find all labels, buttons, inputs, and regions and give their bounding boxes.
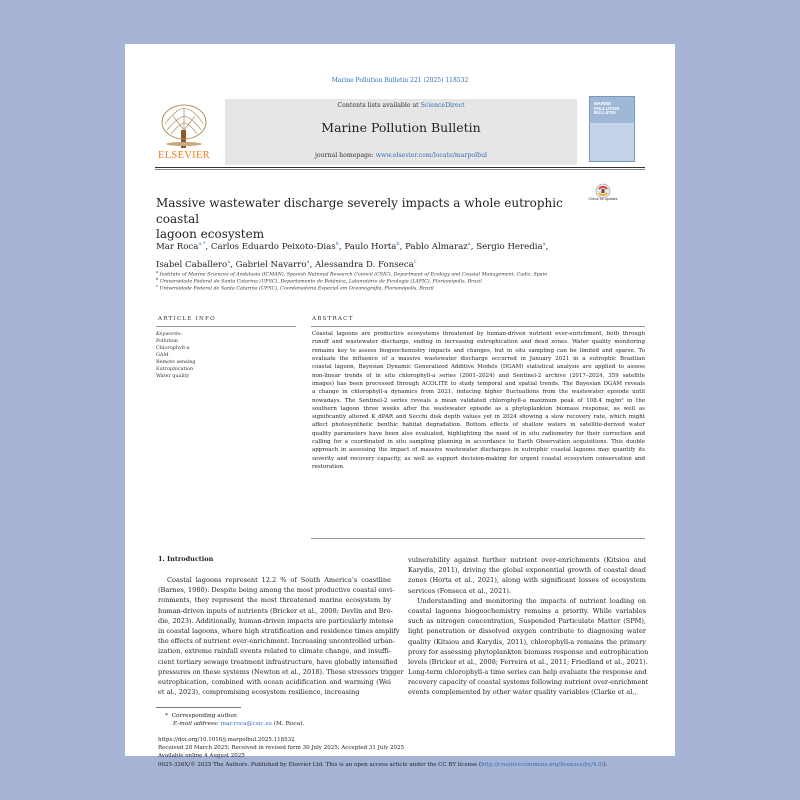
text-line: et al., 2023), compromising ecosystem resilience, increasing: [158, 688, 360, 697]
text-line: levels (Bricker et al., 2008; Ferreira et al., 2011; Friedland et al., 2021).: [408, 657, 648, 666]
sciencedirect-link[interactable]: ScienceDirect: [420, 102, 465, 109]
email-link[interactable]: mar.roca@csic.es: [220, 721, 272, 727]
keyword: Pollution: [156, 338, 178, 344]
intro-right-column: [408, 555, 649, 698]
text-line: cient tertiary sewage treatment infrastructure, have globally intensified: [158, 657, 398, 666]
text-line: Understanding and monitoring the impacts of nutrient loading on: [417, 596, 646, 605]
text-line: approach in assessing the impact of massive wastewater discharges in eutrophic coastal lagoons may quantify its: [312, 447, 645, 454]
abstract-body: [312, 330, 645, 471]
text-line: coastal lagoon, Bayesian Dynamic Generalized Additive Models (DGAM) statistical analysis are applied to assess: [312, 364, 645, 371]
article-title: [156, 196, 586, 243]
journal-title: Marine Pollution Bulletin: [321, 120, 481, 135]
text-line: severity and recovery capacity, as well as support decision-making for urgent coastal ecosystem conservation and: [312, 455, 645, 462]
article-info-heading: ARTICLE INFO: [158, 316, 216, 322]
masthead-rule: [155, 167, 645, 168]
contents-prefix: Contents lists available at: [337, 102, 421, 109]
text-line: Karydis, 2011), driving the global exponential growth of coastal dead: [408, 566, 646, 575]
keyword: Remote sensing: [156, 359, 196, 365]
text-line: evaluate the influence of a massive wastewater discharge occurred in January 2021 in a eutrophic Brazilian: [312, 355, 645, 362]
doi-link[interactable]: https://doi.org/10.1016/j.marpolbul.2025.118532: [158, 737, 295, 743]
text-line: quality parameters have been also evaluated, highlighting the need of in situ radiometry for their correction and: [312, 430, 645, 437]
author[interactable]: Gabriel Navarro$^a$,: [235, 258, 316, 270]
text-line: ronments, they represent the most threatened marine ecosystem by: [158, 596, 391, 605]
contents-line: [225, 102, 577, 109]
footnote-rule: [156, 707, 241, 708]
text-line: pressures on these systems (Newton et al., 2018). These stressors trigger: [158, 667, 404, 676]
text-line: images) has been processed through ACOLITE to study temporal and spatial trends. The Bayesian DGAM reveals: [312, 380, 645, 387]
text-line: remains key to assess biogeochemistry impacts and changes, but in situ sampling can be limited and sparse. To: [312, 347, 645, 354]
homepage-link[interactable]: www.elsevier.com/locate/marpolbul: [375, 152, 488, 159]
text-line: eutrophication, combined with ocean acidification and warming (Wei: [158, 677, 391, 686]
affiliation-b: $^b$ Universidade Federal de Santa Catarina (UFSC), Departamento de Botânica, Laboratório de Ficologia (LAFIC), Florianópolis, Brazil: [156, 277, 482, 285]
corresponding-author-note: * Corresponding author.: [165, 713, 238, 719]
keyword: Chlorophyll-a: [156, 345, 190, 351]
author[interactable]: Sergio Heredia$^a$,: [476, 241, 549, 252]
masthead-rule-thin: [155, 169, 645, 170]
title-line-1: Massive wastewater discharge severely impacts a whole eutrophic coastal: [156, 196, 563, 226]
author[interactable]: Pablo Almaraz$^a$,: [405, 241, 477, 252]
text-line: zones (Horta et al., 2021), along with significant losses of ecosystem: [408, 576, 646, 585]
author[interactable]: Carlos Eduardo Peixoto-Dias$^b$,: [210, 241, 345, 252]
license-link[interactable]: http://creativecommons.org/licenses/by/4.0/: [481, 762, 604, 768]
check-for-updates-label: Check for updates: [588, 197, 618, 201]
license-statement: 0025-326X/© 2025 The Authors. Published by Elsevier Ltd. This is an open access article under the CC BY license (http://creativecommons.org/licenses/by/4.0/).: [158, 762, 608, 768]
text-line: runoff and wastewater discharge, ending in increasing eutrophication and dead zones. Water quality monitoring: [312, 339, 645, 346]
author-list: [156, 237, 616, 273]
author[interactable]: Isabel Caballero$^a$,: [156, 258, 236, 270]
title-line-2: lagoon ecosystem: [156, 227, 265, 241]
text-line: services (Fonseca et al., 2021).: [408, 586, 512, 595]
text-line: quality (Kitsiou and Karydis, 2011), chlorophyll-a remains the primary: [408, 637, 646, 646]
article-history: Received 28 March 2025; Received in revised form 30 July 2025; Accepted 31 July 2025: [158, 745, 405, 751]
affiliation-c: $^c$ Universidade Federal de Santa Catarina (UFSC), Coordenadoria Especial em Oceanografia, Florianópolis, Brazil: [156, 284, 434, 292]
journal-cover-thumbnail[interactable]: [589, 96, 635, 162]
text-line: proxy for assessing phytoplankton biomass response and eutrophication: [408, 647, 649, 656]
article-info-rule: [156, 326, 296, 327]
text-line: Coastal lagoons represent 12.2 % of South America’s coastline: [167, 576, 391, 584]
journal-reference[interactable]: Marine Pollution Bulletin 221 (2025) 118532: [331, 77, 469, 84]
text-line: in coastal lagoons, where high stratification and residence times amplify: [158, 626, 400, 635]
text-line: affect photosynthetic benthic habitat degradation. Bottom effects of shallow waters in satellite-derived water: [312, 422, 645, 429]
keyword: GAM: [156, 352, 169, 358]
abstract-rule: [311, 326, 645, 327]
text-line: the effects of nutrient over-enrichment. Increasing uncontrolled urban-: [158, 637, 396, 646]
cover-title: MARINE POLLUTION BULLETIN: [594, 101, 620, 116]
affiliation-a: $^a$ Institute of Marine Sciences of Andalusia (ICMAN), Spanish National Research Council (CSIC), Department of Ecology and Coastal Management, Cadiz, Spain: [156, 270, 548, 278]
text-line: calling for a coordinated in situ sampling planning in accordance to Earth Observation acquisitions. This double: [312, 439, 645, 446]
abstract-bottom-rule: [311, 538, 645, 539]
text-line: nowadays. The Sentinel-2 series reveals a mean validated chlorophyll-a maximum peak of 108.4 mg/m³ in the: [312, 397, 645, 404]
text-line: a change in chlorophyll-a dynamics from 2021, inducing higher fluctuations from the wastewater episode until: [312, 389, 645, 396]
text-line: Coastal lagoons are productive ecosystems threatened by human-driven nutrient over-enrichment, both through: [312, 331, 645, 337]
author[interactable]: Alessandra D. Fonseca$^c$: [315, 258, 417, 270]
text-line: human-driven inputs of nutrients (Bricker et al., 2008; Devlin and Bro-: [158, 606, 393, 615]
intro-left-column: [158, 575, 404, 697]
text-line: (Barnes, 1980). Despite being among the most productive coastal envi-: [158, 586, 395, 595]
keyword: Water quality: [156, 373, 190, 379]
text-line: significantly altered K_dPAR and Secchi disk depth values yet in 2024 showing a slow recovery rate, which might: [312, 414, 645, 421]
keyword: Eutrophication: [156, 366, 194, 372]
text-line: vulnerability against further nutrient over-enrichments (Kitsiou and: [408, 556, 646, 564]
keywords-label: Keywords:: [156, 331, 182, 337]
text-line: recovery capacity of coastal systems following nutrient over-enrichment: [408, 678, 649, 687]
author[interactable]: Mar Roca$^{a,*}$,: [156, 241, 211, 252]
text-line: ization, extreme rainfall events related to climate change, and insuffi-: [158, 647, 391, 656]
text-line: coastal lagoons biogeochemistry remains a priority. While variables: [408, 606, 646, 615]
text-line: light penetration or dissolved oxygen contribute to diagnosing water: [408, 627, 646, 636]
elsevier-wordmark: ELSEVIER: [158, 150, 210, 161]
text-line: die, 2023). Additionally, human-driven impacts are particularly intense: [158, 616, 394, 625]
text-line: southern lagoon three weeks after the wastewater episode as a phytoplankton biomass response, as well as: [312, 405, 645, 412]
journal-homepage: [225, 152, 577, 159]
available-online: Available online 4 August 2025: [158, 753, 245, 759]
homepage-prefix: journal homepage:: [314, 152, 376, 159]
author[interactable]: Paulo Horta$^b$,: [344, 241, 406, 252]
email-note: E-mail address: mar.roca@csic.es (M. Roca).: [173, 721, 305, 727]
text-line: restoration.: [312, 464, 345, 470]
text-line: such as nitrogen concentration, Suspended Particulate Matter (SPM),: [408, 617, 646, 626]
text-line: non-linear trends of in situ chlorophyll-a series (2001–2024) and Sentinel-2 archive (2017–2024, 359 satellite: [312, 372, 645, 379]
check-for-updates-icon[interactable]: [588, 183, 618, 209]
cover-band: [590, 123, 634, 161]
abstract-heading: ABSTRACT: [312, 316, 354, 322]
text-line: events complemented by other water quality variables (Clarke et al.,: [408, 688, 637, 697]
introduction-heading: 1. Introduction: [158, 555, 214, 563]
paper-page: [125, 44, 675, 768]
text-line: Long-term chlorophyll-a time series can help evaluate the response and: [408, 668, 647, 677]
